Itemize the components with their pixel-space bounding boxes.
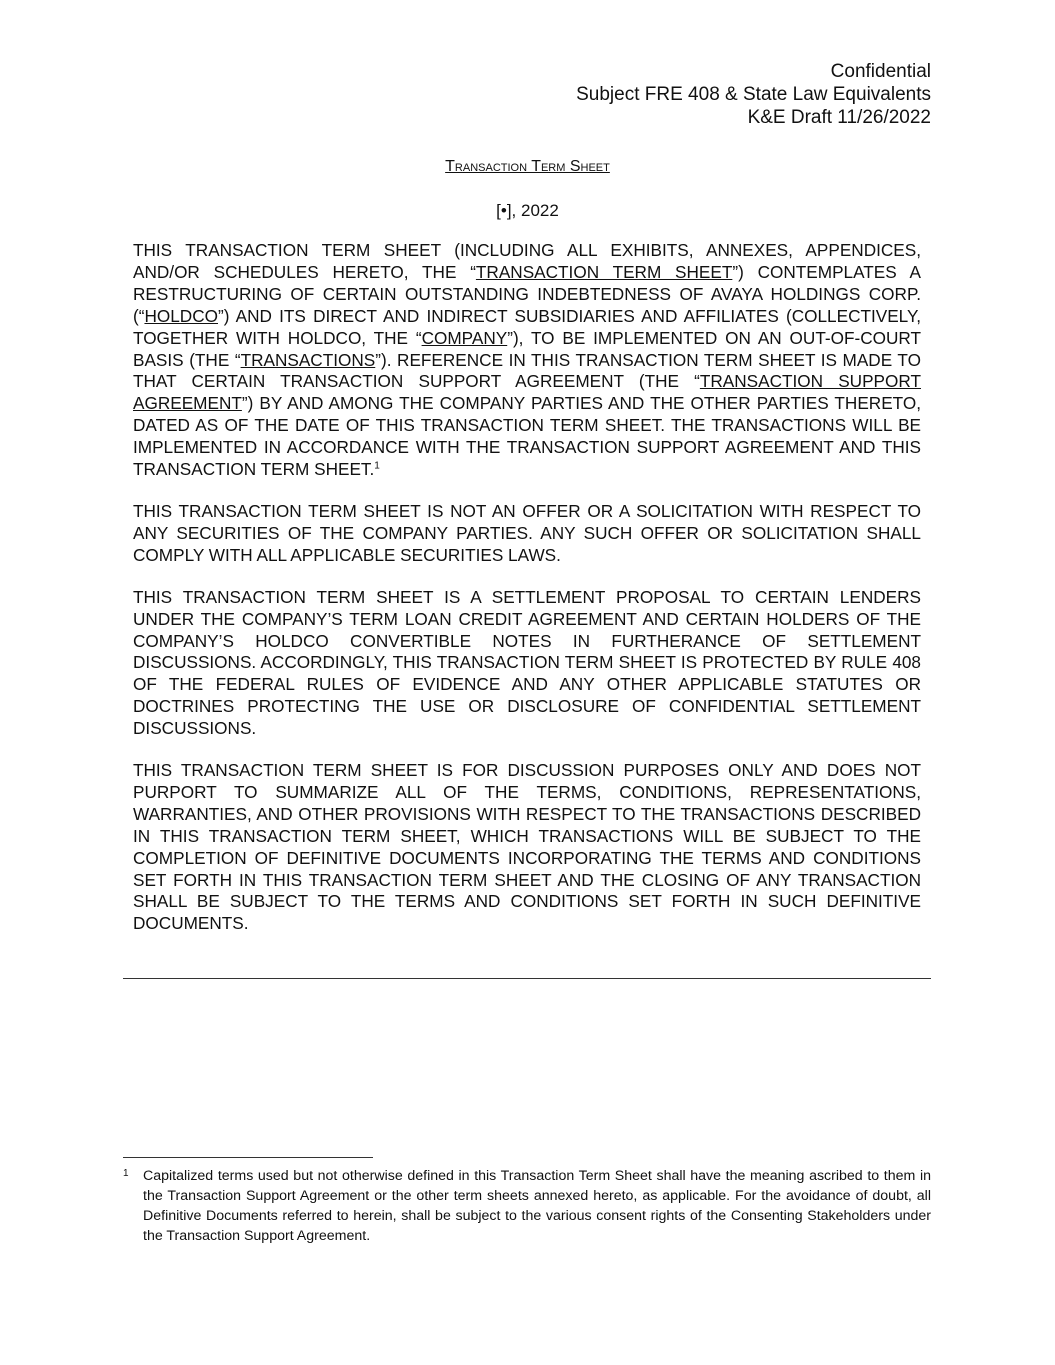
defined-term: TRANSACTION SUPPORT AGREEMENT <box>133 371 921 414</box>
footnote-number: 1 <box>123 1168 129 1179</box>
settlement-paragraph: THIS TRANSACTION TERM SHEET IS A SETTLEMENT PROPOSAL TO CERTAIN LENDERS UNDER THE COMPANY’S TERM LOAN CREDIT AGREEMENT AND CERTAIN HOLDERS OF THE COMPANY’S HOLDCO CONVERTIBLE NOTES IN FURTHERANCE OF SETTLEMENT DISCUSSIONS. ACCORDINGLY, THIS TRANSACTION TERM SHEET IS PROTECTED BY RULE 408 OF THE FEDERAL RULES OF EVIDENCE AND ANY OTHER APPLICABLE STATUTES OR DOCTRINES PROTECTING THE USE OR DISCLOSURE OF CONFIDENTIAL SETTLEMENT DISCUSSIONS. <box>133 586 921 739</box>
defined-term: HOLDCO <box>144 305 218 326</box>
discussion-purposes-paragraph: THIS TRANSACTION TERM SHEET IS FOR DISCUSSION PURPOSES ONLY AND DOES NOT PURPORT TO SUMMARIZE ALL OF THE TERMS, CONDITIONS, REPRESENTATIONS, WARRANTIES, AND OTHER PROVISIONS WITH RESPECT TO THE TRANSACTIONS DESCRIBED IN THIS TRANSACTION TERM SHEET, WHICH TRANSACTIONS WILL BE SUBJECT TO THE COMPLETION OF DEFINITIVE DOCUMENTS INCORPORATING THE TERMS AND CONDITIONS SET FORTH IN THIS TRANSACTION TERM SHEET AND THE CLOSING OF ANY TRANSACTION SHALL BE SUBJECT TO THE TERMS AND CONDITIONS SET FORTH IN SUCH DEFINITIVE DOCUMENTS. <box>133 760 921 934</box>
draft-date-label: K&E Draft 11/26/2022 <box>747 107 931 128</box>
fre-408-notice: Subject FRE 408 & State Law Equivalents <box>576 84 931 105</box>
footnote-separator <box>123 1157 373 1158</box>
section-divider <box>123 978 931 979</box>
document-title: Transaction Term Sheet <box>445 158 610 175</box>
footnote-reference[interactable]: 1 <box>374 460 380 472</box>
document-header <box>576 60 931 129</box>
footnote-text: Capitalized terms used but not otherwise defined in this Transaction Term Sheet shall have the meaning ascribed to them in the Transaction Support Agreement or the other term sheets annexed hereto, as applicable. For the avoidance of doubt, all Definitive Documents referred to herein, shall be subject to the various consent rights of the Consenting Stakeholders under the Transaction Support Agreement. <box>143 1168 931 1244</box>
confidential-label: Confidential <box>830 61 931 82</box>
intro-paragraph: THIS TRANSACTION TERM SHEET (INCLUDING ALL EXHIBITS, ANNEXES, APPENDICES, AND/OR SCHEDULES HERETO, THE “TRANSACTION TERM SHEET”) CONTEMPLATES A RESTRUCTURING OF CERTAIN OUTSTANDING INDEBTEDNESS OF AVAYA HOLDINGS CORP. (“HOLDCO”) AND ITS DIRECT AND INDIRECT SUBSIDIARIES AND AFFILIATES (COLLECTIVELY, TOGETHER WITH HOLDCO, THE “COMPANY”), TO BE IMPLEMENTED ON AN OUT-OF-COURT BASIS (THE “TRANSACTIONS”). REFERENCE IN THIS TRANSACTION TERM SHEET IS MADE TO THAT CERTAIN TRANSACTION SUPPORT AGREEMENT (THE “TRANSACTION SUPPORT AGREEMENT”) BY AND AMONG THE COMPANY PARTIES AND THE OTHER PARTIES THERETO, DATED AS OF THE DATE OF THIS TRANSACTION TERM SHEET. THE TRANSACTIONS WILL BE IMPLEMENTED IN ACCORDANCE WITH THE TRANSACTION SUPPORT AGREEMENT AND THIS TRANSACTION TERM SHEET.$^1$ <box>133 240 921 480</box>
defined-term: TRANSACTIONS <box>240 349 376 370</box>
footnote <box>123 1166 931 1246</box>
defined-term: COMPANY <box>421 327 508 348</box>
defined-term: TRANSACTION TERM SHEET <box>475 261 733 282</box>
no-offer-paragraph: THIS TRANSACTION TERM SHEET IS NOT AN OFFER OR A SOLICITATION WITH RESPECT TO ANY SECURITIES OF THE COMPANY PARTIES. ANY SUCH OFFER OR SOLICITATION SHALL COMPLY WITH ALL APPLICABLE SECURITIES LAWS. <box>133 500 921 565</box>
document-body <box>133 240 921 955</box>
document-date: [•], 2022 <box>496 201 559 220</box>
